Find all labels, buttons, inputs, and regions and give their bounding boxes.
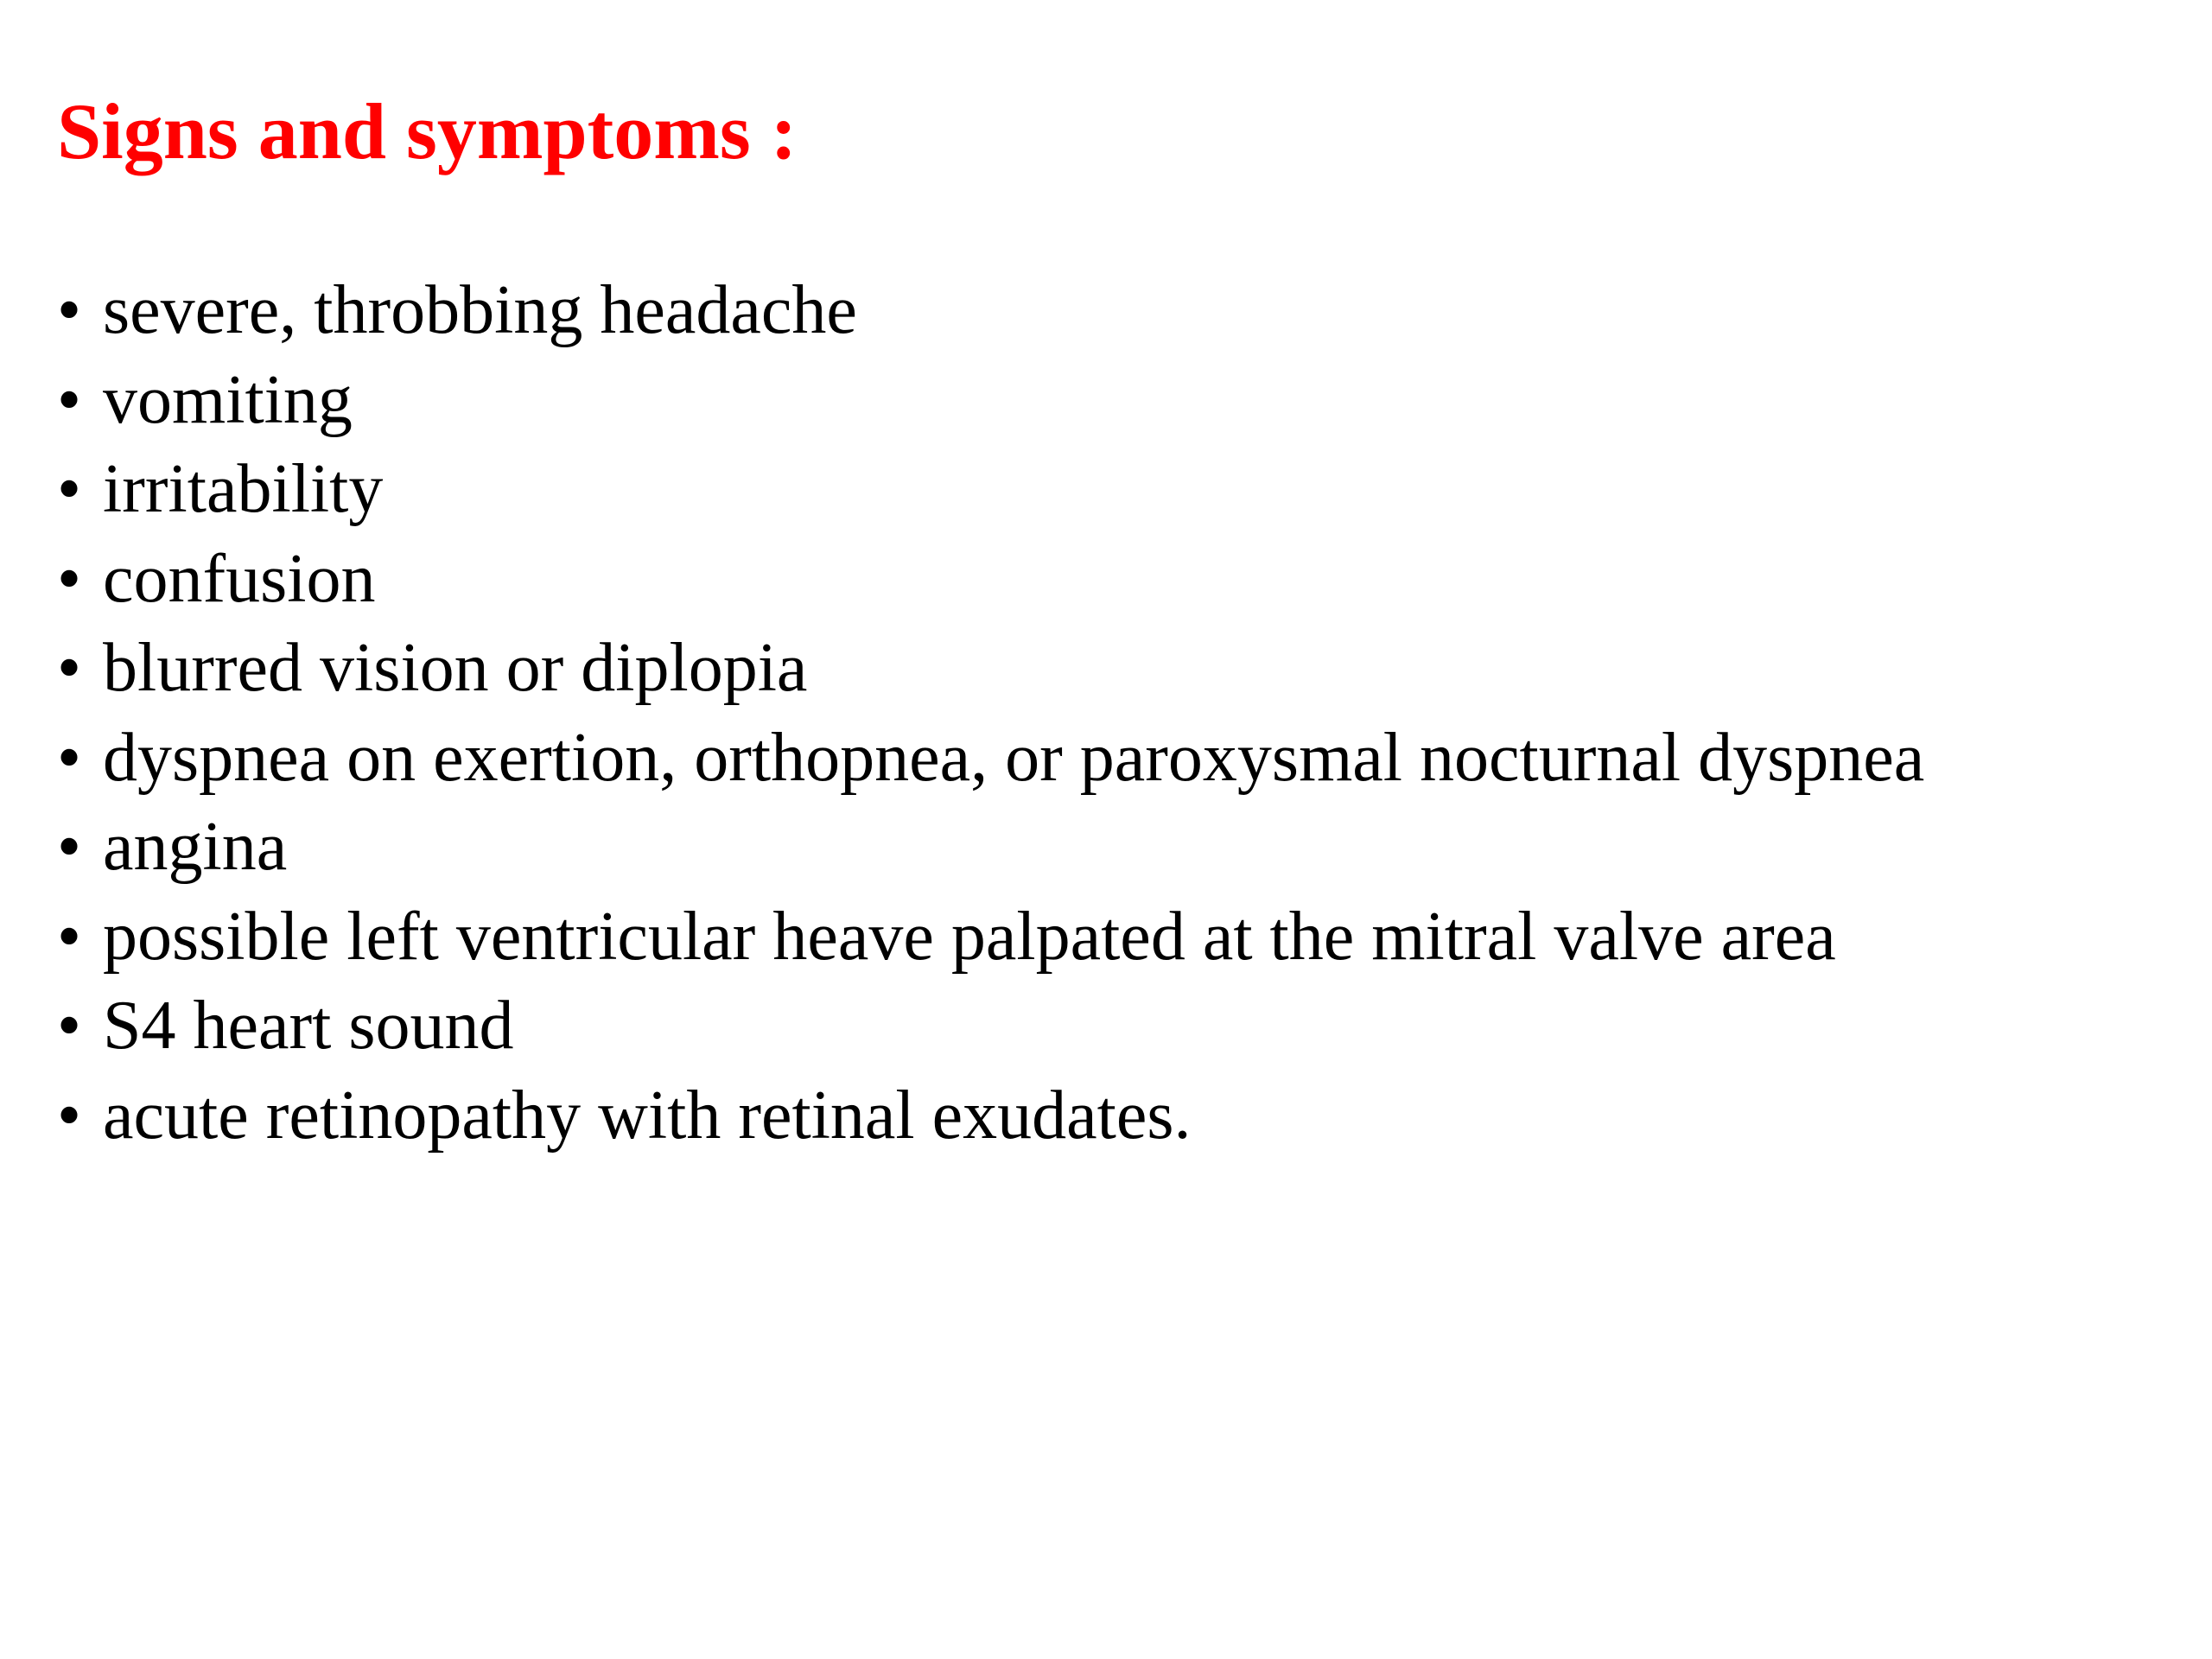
- bullet-icon: •: [57, 630, 82, 706]
- list-item: [57, 893, 1924, 982]
- bullet-icon: •: [57, 361, 82, 438]
- list-item-text: severe, throbbing headache: [103, 272, 857, 348]
- list-item: [57, 445, 1924, 535]
- list-item: [57, 535, 1924, 625]
- list-item: [57, 714, 1924, 804]
- bullet-icon: •: [57, 809, 82, 885]
- list-item: [57, 803, 1924, 893]
- list-item: [57, 982, 1924, 1071]
- list-item: [57, 1071, 1924, 1161]
- bullet-icon: •: [57, 1077, 82, 1154]
- list-item-text: blurred vision or diplopia: [103, 630, 808, 706]
- list-item-text: S4 heart sound: [103, 988, 514, 1064]
- list-item: [57, 356, 1924, 446]
- bullet-icon: •: [57, 719, 82, 796]
- list-item-text: dyspnea on exertion, orthopnea, or paroxysmal nocturnal dyspnea: [103, 719, 1925, 796]
- list-item-text: confusion: [103, 540, 376, 617]
- bullet-icon: •: [57, 898, 82, 975]
- bullet-icon: •: [57, 540, 82, 617]
- bullet-icon: •: [57, 988, 82, 1064]
- list-item: [57, 266, 1924, 356]
- list-item-text: vomiting: [103, 361, 353, 438]
- list-item-text: irritability: [103, 451, 384, 527]
- bullet-icon: •: [57, 272, 82, 348]
- list-item-text: angina: [103, 809, 288, 885]
- symptom-list: [57, 266, 1924, 1160]
- list-item-text: acute retinopathy with retinal exudates.: [103, 1077, 1192, 1154]
- list-item: [57, 624, 1924, 714]
- slide-title: Signs and symptoms :: [57, 87, 798, 175]
- bullet-icon: •: [57, 451, 82, 527]
- list-item-text: possible left ventricular heave palpated at the mitral valve area: [103, 898, 1836, 975]
